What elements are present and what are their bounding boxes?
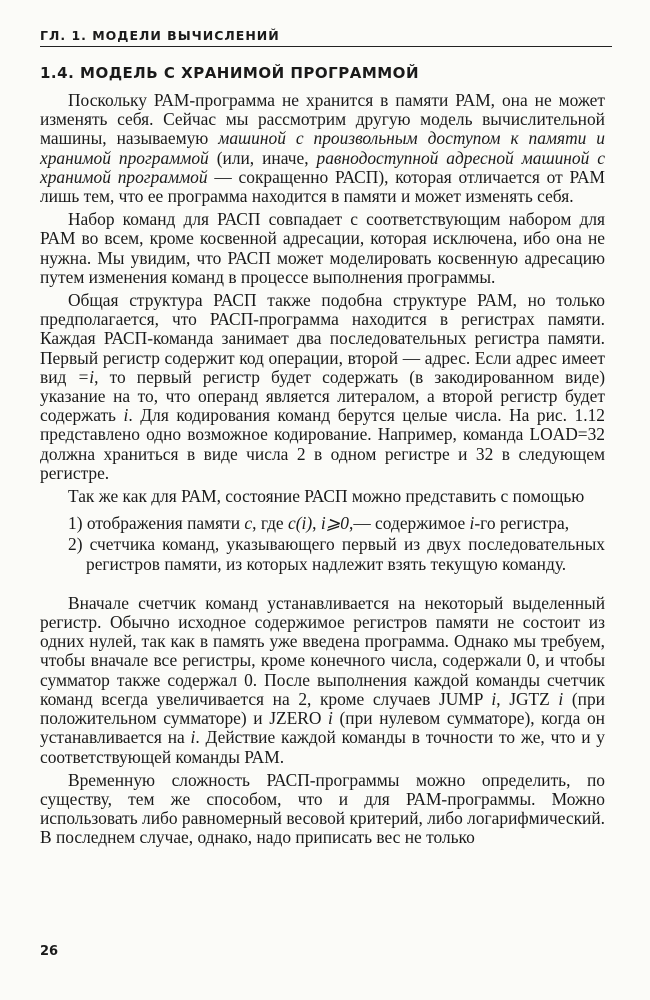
paragraph-4: Так же как для РАМ, состояние РАСП можно представить с помощью [68,486,585,507]
running-head: ГЛ. 1. МОДЕЛИ ВЫЧИСЛЕНИЙ [40,28,612,47]
paragraph-3: Общая структура РАСП также подобна структуре РАМ, но только предполагается, что РАСП-программа находится в регистрах памяти. Каждая РАСП-команда занимает два последовательных регистра памяти. Первый регистр содержит код операции, второй — адрес. Если адрес имеет вид =i, то первый регистр будет содержать (в закодированном виде) указание на то, что операнд является литералом, а второй регистр будет содержать i. Для кодирования команд берутся целые числа. На рис. 1.12 представлено одно возможное кодирование. Например, команда LOAD=32 должна храниться в виде числа 2 в одном регистре и 32 в следующем регистре. [40,290,605,483]
section-number: 1.4. [40,64,75,82]
paragraph-1: Поскольку РАМ-программа не хранится в памяти РАМ, она не может изменять себя. Сейчас мы рассмотрим другую модель вычислительной машины, называемую машиной с произвольным доступом к памяти и хранимой программой (или, иначе, равнодоступной адресной машиной с хранимой программой — сокращенно РАСП), которая отличается от РАМ лишь тем, что ее программа находится в памяти и может изменять себя. [40,90,605,207]
term-rasp-alt: равнодоступной адресной машиной с хранимой программой [40,147,605,187]
state-list [40,514,605,574]
paragraph-5: Вначале счетчик команд устанавливается на некоторый выделенный регистр. Обычно исходное содержимое регистров памяти не состоит из одних нулей, так как в память уже введена программа. Однако мы требуем, чтобы вначале все регистры, кроме конечного числа, содержали 0, и чтобы сумматор также содержал 0. После выполнения каждой команды счетчик команд всегда увеличивается на 2, кроме случаев JUMP i, JGTZ i (при положительном сумматоре) и JZERO i (при нулевом сумматоре), когда он устанавливается на i. Действие каждой команды в точности то же, что и у соответствующей команды РАМ. [40,592,606,767]
paragraph-2: Набор команд для РАСП совпадает с соответствующим набором для РАМ во всем, кроме косвенной адресации, которая исключена, ибо она не нужна. Мы увидим, что РАСП может моделировать косвенную адресацию путем изменения команд в процессе выполнения программы. [40,209,605,287]
page-number: 26 [40,944,59,959]
section-heading: МОДЕЛЬ С ХРАНИМОЙ ПРОГРАММОЙ [80,64,419,82]
list-item: 2) счетчика команд, указывающего первый из двух последовательных регистров памяти, из которых надлежит взять текущую команду. [68,534,605,574]
term-rasp-full: машиной с произвольным доступом к памяти и хранимой программой [40,128,605,168]
page-body [40,91,605,848]
paragraph-6: Временную сложность РАСП-программы можно определить, по существу, тем же способом, что и для РАМ-программы. Можно использовать либо равномерный весовой критерий, либо логарифмический. В последнем случае, однако, надо приписать вес не только [40,769,605,848]
section-title [40,64,612,82]
list-item: 1) отображения памяти c, где c(i), i⩾0,— содержимое i-го регистра, [68,513,570,534]
